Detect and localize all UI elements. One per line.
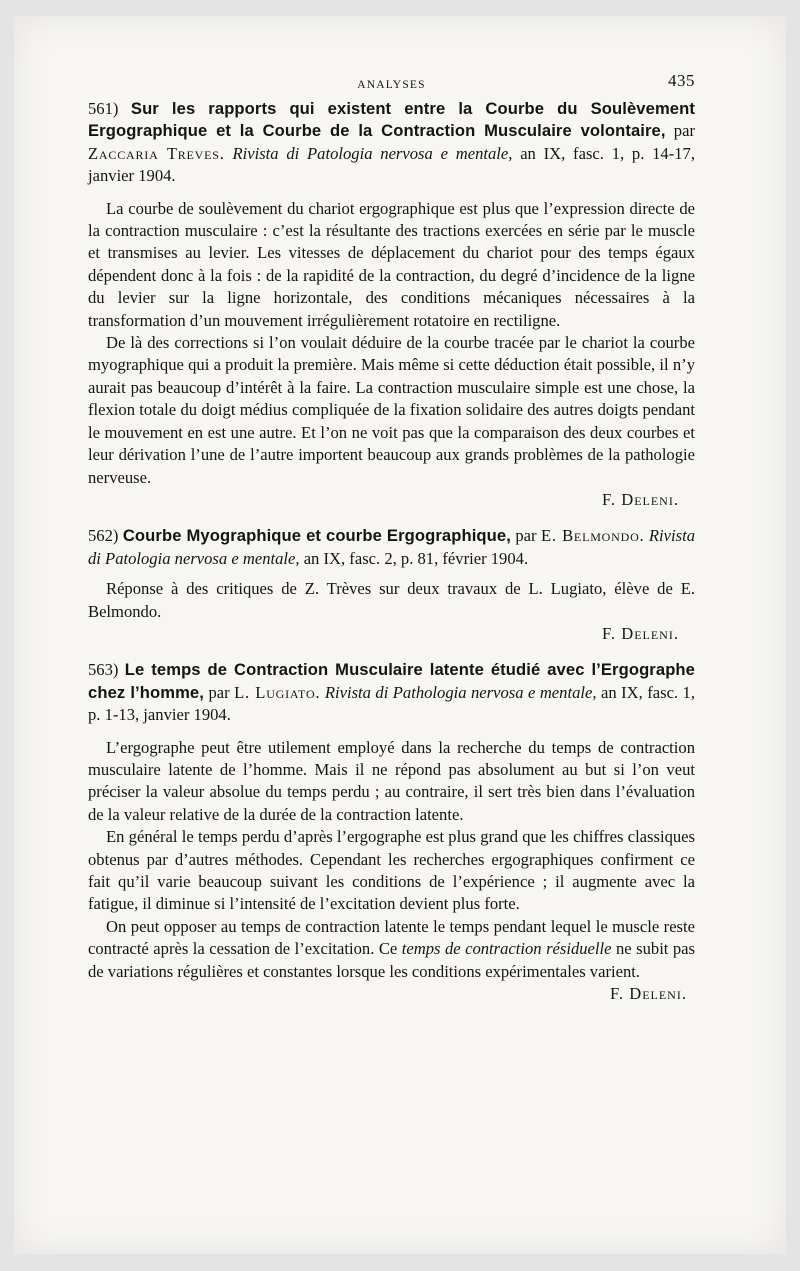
signature: F. Deleni.: [610, 984, 687, 1004]
entry-number: 563): [88, 660, 119, 680]
by-word: par: [673, 121, 695, 141]
entry-heading: [88, 525, 695, 570]
text-run: ne subit pas de variations régulières et constantes lorsque les conditions expérimentales varient.: [88, 939, 696, 981]
paragraph: De là des corrections si l’on voulait déduire de la courbe tracée par le chariot la courbe myographique qui a produit la première. Mais même si cette déduction était possible, il n’y aurait pas beaucoup d’intérêt à la faire. La contraction musculaire simple est une chose, la flexion totale du doigt médius compliquée de la fixation solidaire des autres doigts pendant le mouvement en est une autre. Et l’on ne voit pas que la comparaison des deux courbes et leur dérivation l’une de l’autre importent beaucoup aux grands problèmes de la pathologie nerveuse.: [88, 333, 695, 487]
paragraph: Réponse à des critiques de Z. Trèves sur deux travaux de L. Lugiato, élève de E. Belmondo.: [88, 579, 695, 621]
entry-author: L. Lugiato.: [234, 682, 321, 702]
entry-body: [88, 737, 695, 1006]
paragraph: La courbe de soulèvement du chariot ergographique est plus que l’expression directe de la contraction musculaire : c’est la résultante des tractions exercées en série par le muscle et transmises au levier. Les vitesses de déplacement du chariot pour des temps égaux dépendent donc à la fois : de la rapidité de la contraction, du degré d’incidence de la ligne du levier sur la ligne horizontale, des conditions mécaniques nécessaires à la transformation d’un mouvement irrégulièrement rotatoire en rectiligne.: [88, 198, 695, 330]
page-number: 435: [668, 71, 695, 90]
entry-journal: Rivista di Patologia nervosa e mentale,: [232, 143, 513, 163]
entry-reference: an IX, fasc. 2, p. 81, février 1904.: [303, 548, 529, 568]
entry-journal: Rivista di Pathologia nervosa e mentale,: [324, 682, 597, 702]
entry-reference: an IX, fasc. 1, p. 14-17, janvier 1904.: [88, 143, 695, 186]
running-head: [88, 70, 695, 94]
entry-body: [88, 578, 695, 645]
by-word: par: [208, 682, 230, 702]
entry-author: E. Belmondo.: [540, 526, 645, 546]
entry-heading: [88, 98, 695, 188]
emphasis: temps de contraction résiduelle: [401, 939, 612, 959]
text-run: On peut opposer au temps de contraction latente le temps pendant lequel le muscle reste contracté après la cessation de l’excitation. Ce: [88, 916, 695, 959]
entry-number: 562): [88, 526, 119, 546]
paragraph-last: [88, 916, 695, 983]
signature: F. Deleni.: [602, 623, 679, 643]
document-page: [88, 70, 695, 1005]
paragraph: En général le temps perdu d’après l’ergographe est plus grand que les chiffres classiques obtenus par d’autres méthodes. Cependant les recherches ergographiques confirment ce fait qu’il varie beaucoup suivant les conditions de l’expérience ; il augmente avec la fatigue, il diminue si l’intensité de l’excitation devient plus forte.: [88, 827, 695, 914]
entry-number: 561): [88, 99, 119, 118]
entry-reference: an IX, fasc. 1, p. 1-13, janvier 1904.: [88, 682, 695, 725]
by-word: par: [515, 526, 537, 546]
entry-title: Courbe Myographique et courbe Ergographique,: [122, 526, 511, 546]
entry-563: [88, 659, 695, 1005]
entry-title: Sur les rapports qui existent entre la Courbe du Soulèvement Ergographique et la Courbe de la Contraction Musculaire volontaire,: [88, 99, 696, 141]
running-head-title: ANALYSES: [357, 79, 426, 91]
entry-title: Le temps de Contraction Musculaire latente étudié avec l’Ergographe chez l’homme,: [88, 660, 695, 702]
signature: F. Deleni.: [602, 489, 679, 509]
entry-journal: Rivista di Patologia nervosa e mentale,: [88, 526, 695, 568]
entry-562: [88, 525, 695, 645]
entry-561: [88, 98, 695, 511]
entry-heading: [88, 659, 695, 726]
entry-author: Zaccaria Treves.: [88, 143, 225, 163]
paragraph: L’ergographe peut être utilement employé dans la recherche du temps de contraction musculaire latente de l’homme. Mais il ne répond pas absolument au but si l’on veut préciser la valeur absolue du temps perdu ; au contraire, il sert très bien dans l’évaluation de la valeur relative de la durée de la contraction latente.: [88, 737, 695, 824]
entry-body: [88, 198, 695, 512]
